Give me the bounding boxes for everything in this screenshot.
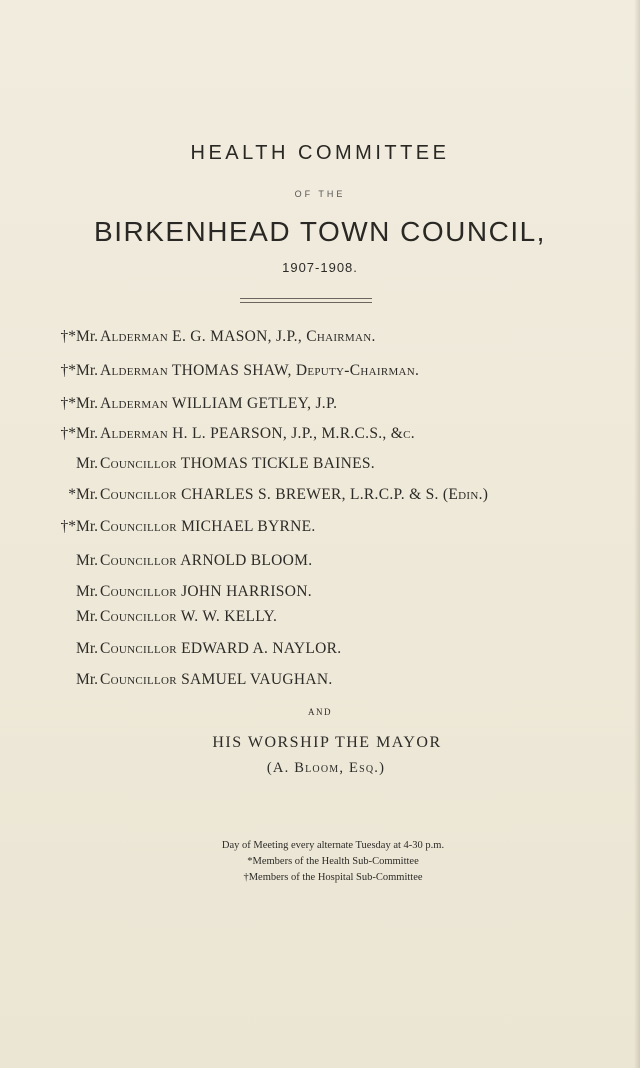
member-row — [0, 425, 640, 449]
of-the-label: OF THE — [294, 189, 346, 199]
divider-rule-bottom — [240, 302, 372, 303]
member-row — [0, 552, 640, 576]
member-name: WILLIAM GETLEY, J.P. — [171, 395, 338, 412]
member-row — [0, 362, 640, 386]
member-name: ARNOLD BLOOM. — [180, 552, 313, 569]
member-name: SAMUEL VAUGHAN. — [181, 671, 333, 688]
member-name: THOMAS SHAW, Deputy-Chairman. — [171, 362, 420, 379]
member-prefix: †*Mr. — [60, 518, 98, 535]
member-entry — [100, 425, 415, 443]
member-name: JOHN HARRISON. — [181, 583, 312, 600]
member-name: W. W. KELLY. — [180, 608, 278, 625]
and-label: AND — [308, 707, 332, 717]
member-title: Councillor — [100, 608, 177, 625]
member-prefix: †*Mr. — [60, 328, 98, 345]
member-row — [0, 455, 640, 479]
footnote-meeting: Day of Meeting every alternate Tuesday at 4-30 p.m. — [221, 840, 445, 851]
member-title: Councillor — [100, 640, 177, 657]
member-name: THOMAS TICKLE BAINES. — [180, 455, 375, 472]
member-entry — [100, 395, 337, 413]
member-row — [0, 583, 640, 607]
footnotes — [0, 838, 640, 886]
member-name: E. G. MASON, J.P., Chairman. — [172, 328, 376, 345]
years-label: 1907-1908. — [282, 260, 358, 275]
member-title: Alderman — [100, 328, 168, 345]
member-row — [0, 395, 640, 419]
member-title: Alderman — [100, 395, 168, 412]
member-name: H. L. PEARSON, J.P., M.R.C.S., &c. — [172, 425, 415, 442]
divider-rule-top — [240, 298, 372, 299]
member-row — [0, 671, 640, 695]
member-title: Councillor — [100, 583, 177, 600]
member-prefix: Mr. — [76, 455, 98, 472]
member-prefix: Mr. — [76, 552, 98, 569]
member-entry — [100, 640, 341, 658]
member-prefix: Mr. — [76, 608, 98, 625]
member-entry — [100, 455, 375, 473]
council-heading: BIRKENHEAD TOWN COUNCIL, — [94, 216, 546, 247]
member-entry — [100, 583, 312, 601]
member-name: EDWARD A. NAYLOR. — [181, 640, 342, 657]
member-prefix: †*Mr. — [60, 425, 98, 442]
member-prefix: *Mr. — [68, 486, 98, 503]
member-row — [0, 518, 640, 542]
member-name: MICHAEL BYRNE. — [181, 518, 316, 535]
member-prefix: Mr. — [76, 583, 98, 600]
member-title: Alderman — [100, 362, 168, 379]
member-title: Councillor — [100, 671, 177, 688]
member-entry — [100, 552, 312, 570]
member-prefix: Mr. — [76, 671, 98, 688]
member-prefix: Mr. — [76, 640, 98, 657]
member-row — [0, 328, 640, 352]
member-title: Councillor — [100, 552, 177, 569]
mayor-name: (A. Bloom, Esq.) — [266, 760, 386, 776]
member-prefix: †*Mr. — [60, 362, 98, 379]
member-entry — [100, 362, 419, 380]
member-title: Councillor — [100, 486, 177, 503]
member-entry — [100, 486, 488, 504]
member-prefix: †*Mr. — [60, 395, 98, 412]
member-row — [0, 608, 640, 632]
member-entry — [100, 671, 333, 689]
footnote-health-sub: *Members of the Health Sub-Committee — [247, 856, 419, 867]
member-entry — [100, 328, 376, 346]
footnote-hospital-sub: †Members of the Hospital Sub-Committee — [243, 872, 423, 883]
member-title: Councillor — [100, 455, 177, 472]
member-title: Alderman — [100, 425, 168, 442]
committee-heading: HEALTH COMMITTEE — [190, 142, 450, 164]
member-row — [0, 640, 640, 664]
member-row — [0, 486, 640, 510]
member-entry — [100, 608, 277, 626]
member-name: CHARLES S. BREWER, L.R.C.P. & S. (Edin.) — [181, 486, 489, 503]
mayor-title: HIS WORSHIP THE MAYOR — [212, 734, 442, 751]
member-entry — [100, 518, 316, 536]
member-title: Councillor — [100, 518, 177, 535]
